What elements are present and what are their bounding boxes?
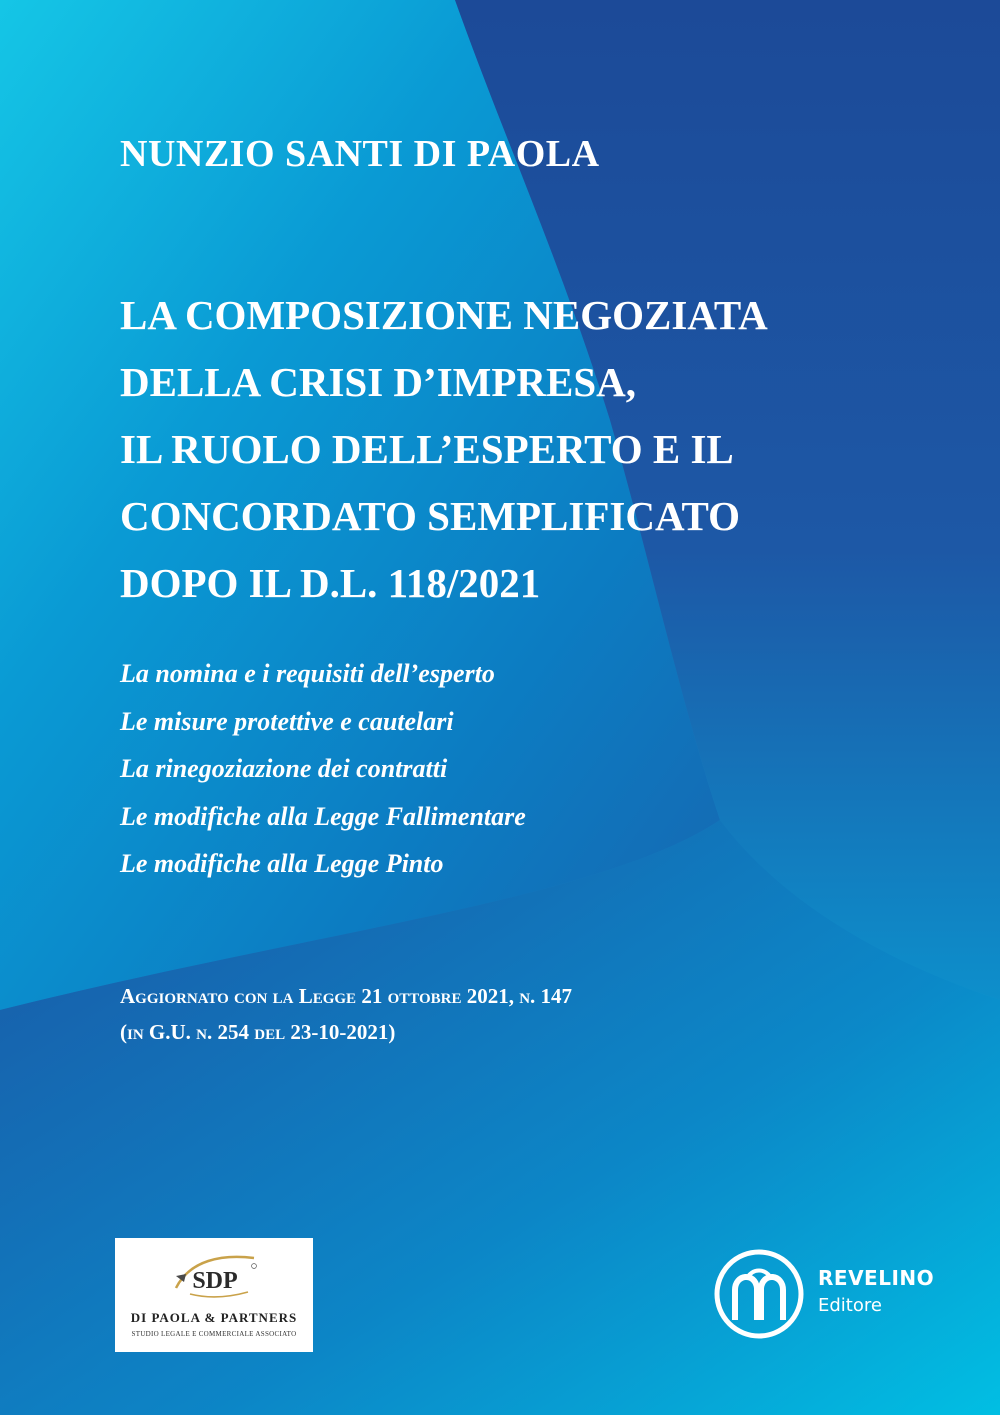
topic-item: Le modifiche alla Legge Fallimentare [120,801,526,831]
topic-item: La rinegoziazione dei contratti [120,754,448,783]
topic-item: La nomina e i requisiti dell’esperto [120,659,495,688]
di-paola-partners-logo [115,1238,313,1352]
topic-item: Le misure protettive e cautelari [120,706,454,736]
update-note [120,978,572,1050]
title-line: DELLA CRISI D’IMPRESA, [120,359,637,405]
revelino-logo-icon [713,1248,805,1340]
title-line: DOPO IL D.L. 118/2021 [120,560,541,606]
sdp-firm-name: DI PAOLA & PARTNERS [130,1310,298,1325]
topics-list [120,650,526,888]
author-name: NUNZIO SANTI DI PAOLA [120,133,600,175]
title-line: LA COMPOSIZIONE NEGOZIATA [120,292,768,338]
sdp-monogram-icon [170,1252,260,1302]
title-line: IL RUOLO DELL’ESPERTO E IL [120,426,734,472]
update-line: Aggiornato con la Legge 21 ottobre 2021, n. 147 [120,984,573,1008]
book-title [120,282,768,617]
update-line: (in G.U. n. 254 del 23-10-2021) [120,1020,396,1044]
topic-item: Le modifiche alla Legge Pinto [120,849,444,878]
publisher-name: REVELINO [818,1266,935,1290]
publisher-subtitle: Editore [818,1295,882,1316]
title-line: CONCORDATO SEMPLIFICATO [120,493,741,539]
sdp-mark: SDP [192,1268,238,1294]
sdp-firm-subtitle: STUDIO LEGALE E COMMERCIALE ASSOCIATO [131,1330,297,1338]
